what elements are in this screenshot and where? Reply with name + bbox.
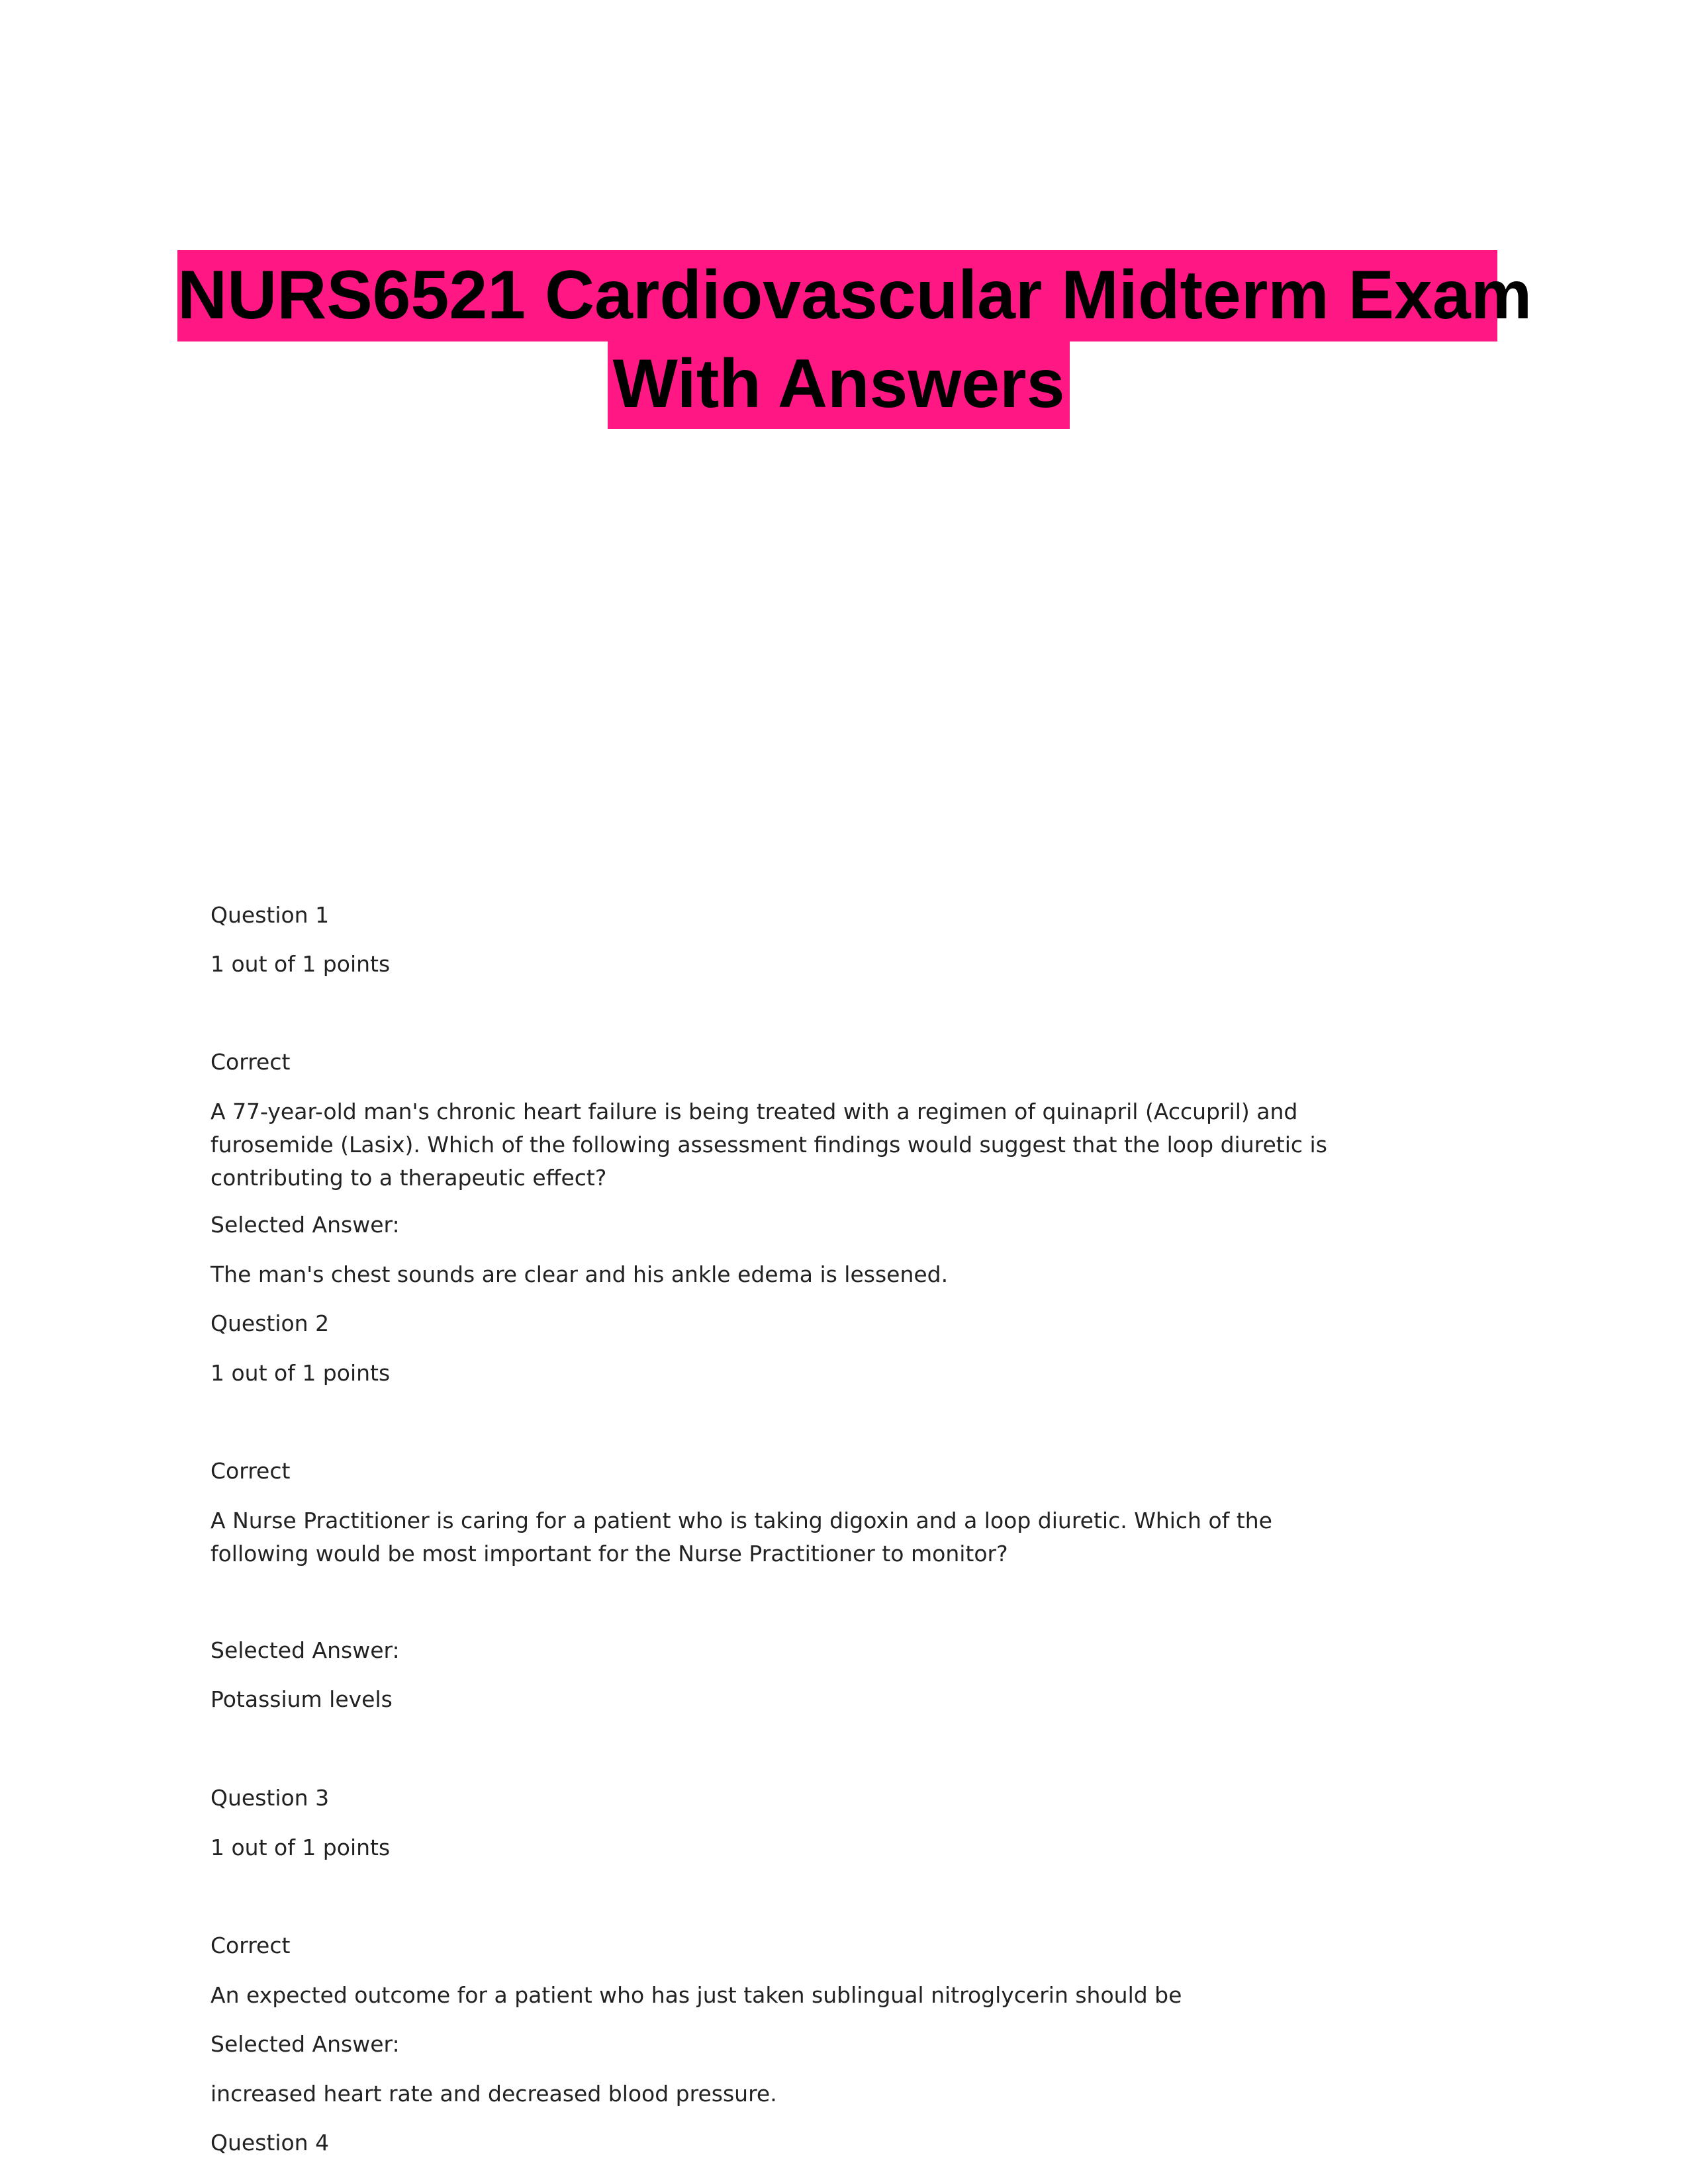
question-3-prompt-line: An expected outcome for a patient who has just taken sublingual nitroglycerin should be [211, 1982, 1182, 2008]
question-2-status: Correct [211, 1458, 291, 1484]
question-1-selected-answer: The man's chest sounds are clear and his ankle edema is lessened. [211, 1261, 949, 1287]
question-1-prompt-line: A 77-year-old man's chronic heart failure is being treated with a regimen of quinapril (Accupril) and [211, 1099, 1298, 1124]
question-4-label: Question 4 [211, 2130, 330, 2156]
question-1-prompt [211, 1095, 1327, 1195]
question-2-prompt-line: A Nurse Practitioner is caring for a patient who is taking digoxin and a loop diuretic. Which of the [211, 1508, 1272, 1533]
question-1-points: 1 out of 1 points [211, 951, 391, 977]
document-title-line-2: With Answers [608, 341, 1070, 429]
question-2-prompt [211, 1504, 1270, 1570]
question-2-points: 1 out of 1 points [211, 1360, 391, 1386]
question-1-prompt-line: contributing to a therapeutic effect? [211, 1165, 607, 1191]
question-3-points: 1 out of 1 points [211, 1835, 391, 1860]
question-1-prompt-line: furosemide (Lasix). Which of the following assessment findings would suggest that the loop diuretic is [211, 1132, 1327, 1158]
document-title-line-1: NURS6521 Cardiovascular Midterm Exam [177, 250, 1497, 341]
question-2-selected-label: Selected Answer: [211, 1637, 400, 1663]
question-1-status: Correct [211, 1049, 291, 1075]
question-3-status: Correct [211, 1933, 291, 1958]
question-1-selected-label: Selected Answer: [211, 1212, 400, 1238]
question-2-selected-answer: Potassium levels [211, 1686, 393, 1712]
question-3-selected-answer: increased heart rate and decreased blood pressure. [211, 2081, 777, 2107]
question-3-label: Question 3 [211, 1785, 330, 1811]
question-3-prompt [211, 1979, 1270, 2012]
question-3-selected-label: Selected Answer: [211, 2031, 400, 2057]
question-1-label: Question 1 [211, 902, 330, 928]
question-2-label: Question 2 [211, 1310, 330, 1336]
question-2-prompt-line: following would be most important for the Nurse Practitioner to monitor? [211, 1541, 1008, 1567]
